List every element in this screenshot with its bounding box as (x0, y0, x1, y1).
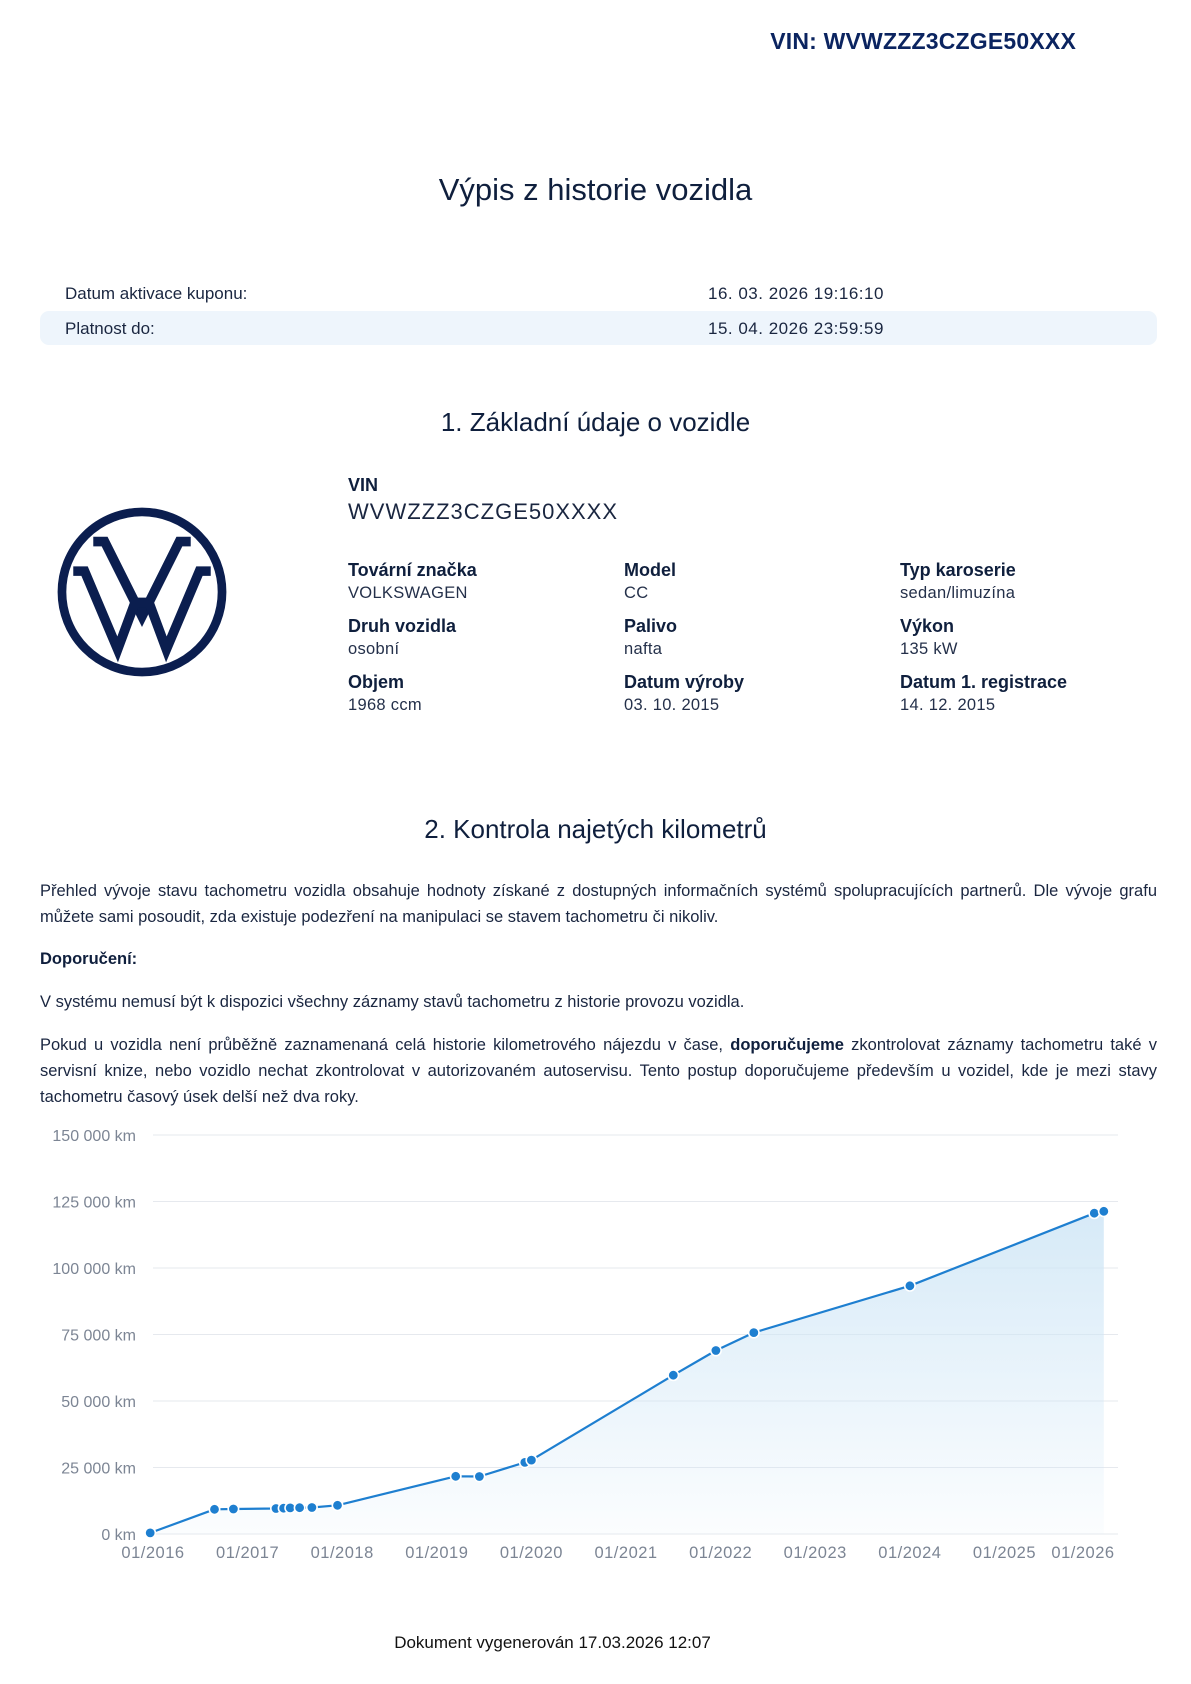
spec-label: Model (624, 560, 676, 580)
advice-text-end: zkontrolovat záznamy tachometru také v servisní knize, nebo vozidlo nechat zkontrolovat v autorizovaném autoservisu. Tento postup doporučujeme především u vozidel, kde je mezi stavy tachometru časový úsek delší než dva roky. (40, 1036, 1157, 1106)
spec-label: Datum 1. registrace (900, 672, 1068, 692)
x-tick-label: 01/2017 (216, 1544, 280, 1562)
spec-label: Výkon (900, 616, 955, 636)
coupon-validity-value: 15. 04. 2026 23:59:59 (708, 319, 884, 338)
spec-fuel (624, 616, 677, 659)
spec-label: Datum výroby (624, 672, 745, 692)
y-tick-label: 0 km (101, 1527, 136, 1544)
spec-value: CC (624, 584, 649, 602)
y-tick-label: 50 000 km (61, 1394, 136, 1411)
spec-value: sedan/limuzína (900, 584, 1016, 602)
spec-body-type (900, 560, 1016, 603)
odometer-point (1089, 1208, 1099, 1218)
y-tick-label: 150 000 km (52, 1130, 136, 1145)
odometer-point (905, 1281, 915, 1291)
x-tick-label: 01/2018 (310, 1544, 374, 1562)
spec-first-registration (900, 672, 1067, 715)
x-tick-label: 01/2022 (689, 1544, 753, 1562)
coupon-validity-label: Platnost do: (65, 319, 155, 338)
y-tick-label: 25 000 km (61, 1460, 136, 1478)
odometer-point (1099, 1206, 1109, 1216)
odometer-point (749, 1327, 759, 1337)
x-tick-label: 01/2020 (499, 1544, 564, 1562)
page-title: Výpis z historie vozidla (438, 172, 753, 207)
volkswagen-logo-icon (55, 505, 229, 679)
x-tick-label: 01/2021 (594, 1544, 658, 1562)
odometer-point (307, 1502, 317, 1512)
advice-text-bold: doporučujeme (730, 1036, 844, 1054)
odometer-point (228, 1504, 238, 1514)
generated-footer: Dokument vygenerován 17.03.2026 12:07 (394, 1633, 711, 1652)
spec-power (900, 616, 958, 659)
spec-value: nafta (624, 640, 663, 658)
spec-model (624, 560, 676, 603)
spec-value: 135 kW (900, 640, 958, 658)
spec-label: Objem (348, 672, 405, 692)
header-vin-label: VIN: (770, 28, 817, 54)
spec-label: Tovární značka (348, 560, 477, 580)
y-tick-label: 75 000 km (61, 1327, 136, 1345)
spec-label: Palivo (624, 616, 678, 636)
recommendation-label: Doporučení: (40, 950, 138, 968)
vehicle-vin-value: WVWZZZ3CZGE50XXXX (348, 499, 619, 524)
header-vin-value: WVWZZZ3CZGE50XXX (823, 28, 1076, 54)
odometer-chart-svg (30, 1130, 1170, 1580)
odometer-area (150, 1211, 1104, 1534)
odometer-point (451, 1471, 461, 1481)
x-tick-label: 01/2025 (972, 1544, 1037, 1562)
x-tick-label: 01/2024 (878, 1544, 942, 1562)
odometer-point (711, 1345, 721, 1355)
odometer-point (526, 1455, 536, 1465)
y-tick-label: 100 000 km (52, 1261, 136, 1278)
odometer-point (294, 1503, 304, 1513)
spec-value: 14. 12. 2015 (900, 696, 996, 714)
spec-value: osobní (348, 640, 400, 658)
section1-heading: 1. Základní údaje o vozidle (440, 407, 751, 437)
odometer-chart (30, 1130, 1170, 1580)
spec-label: Druh vozidla (348, 616, 457, 636)
section2-intro: Přehled vývoje stavu tachometru vozidla obsahuje hodnoty získané z dostupných informačních systémů spolupracujících partnerů. Dle vývoje grafu můžete sami posoudit, zda existuje podezření na manipulaci se stavem tachometru či nikoliv. (40, 882, 1157, 926)
odometer-point (332, 1500, 342, 1510)
x-tick-label: 01/2019 (405, 1544, 469, 1562)
vehicle-vin-label: VIN (348, 475, 379, 495)
x-tick-label: 01/2026 (1051, 1544, 1115, 1562)
spec-vehicle-kind (348, 616, 456, 659)
section2-heading: 2. Kontrola najetých kilometrů (424, 814, 767, 844)
x-tick-label: 01/2016 (121, 1544, 185, 1562)
advice-text-start: Pokud u vozidla není průběžně zaznamenaná celá historie kilometrového nájezdu v čase, (40, 1036, 731, 1054)
odometer-point (209, 1504, 219, 1514)
spec-value: 03. 10. 2015 (624, 696, 720, 714)
spec-brand (348, 560, 477, 603)
recommendation-advice (40, 1032, 1157, 1110)
coupon-row-activation (40, 276, 1157, 310)
x-tick-label: 01/2023 (783, 1544, 847, 1562)
odometer-point (145, 1528, 155, 1538)
header-vin (770, 28, 1076, 55)
coupon-activation-label: Datum aktivace kuponu: (65, 284, 248, 303)
spec-value: 1968 ccm (348, 696, 422, 714)
spec-value: VOLKSWAGEN (348, 584, 468, 602)
spec-label: Typ karoserie (900, 560, 1016, 580)
y-tick-label: 125 000 km (52, 1194, 136, 1212)
recommendation-note: V systému nemusí být k dispozici všechny záznamy stavů tachometru z historie provozu vozidla. (40, 993, 745, 1011)
odometer-point (474, 1471, 484, 1481)
spec-displacement (348, 672, 422, 715)
coupon-activation-value: 16. 03. 2026 19:16:10 (708, 284, 884, 303)
coupon-row-validity (40, 311, 1157, 345)
spec-production-date (624, 672, 744, 715)
odometer-point (668, 1370, 678, 1380)
